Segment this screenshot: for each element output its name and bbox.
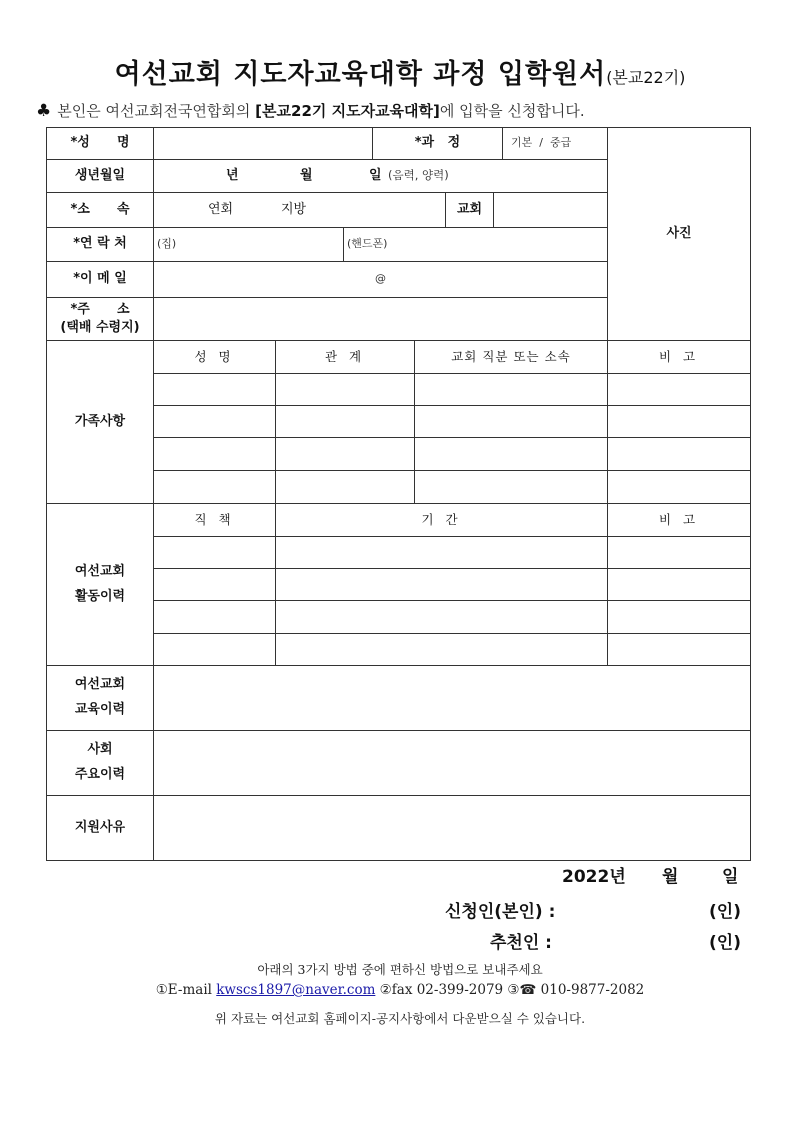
date-day: 일 [722, 867, 739, 887]
district-unit: 지방 [281, 201, 307, 217]
family-row-4-relation[interactable] [275, 470, 415, 504]
family-row-2-note[interactable] [607, 405, 751, 438]
birth-date-field[interactable] [153, 159, 608, 193]
download-notice: 위 자료는 여선교회 홈페이지-공지사항에서 다운받으실 수 있습니다. [214, 1011, 586, 1026]
address-label: *주 소 (택배 수령지) [46, 297, 154, 341]
activity-row-1-note[interactable] [607, 536, 751, 569]
fax-method: ②fax 02-399-2079 ③ [375, 982, 520, 998]
conference-unit: 연회 [208, 201, 234, 217]
email-field[interactable]: @ [153, 261, 608, 298]
family-col-name: 성 명 [153, 340, 276, 374]
course-options-field[interactable]: 기본 / 중급 [502, 127, 608, 160]
family-row-3-relation[interactable] [275, 437, 415, 471]
submission-methods [0, 982, 800, 998]
family-col-note: 비 고 [607, 340, 751, 374]
activity-row-3-note[interactable] [607, 600, 751, 634]
name-field[interactable] [153, 127, 373, 160]
family-row-1-name[interactable] [153, 373, 276, 406]
activity-col-role: 직 책 [153, 503, 276, 537]
contact-label: *연 락 처 [46, 227, 154, 262]
education-field[interactable] [153, 665, 751, 731]
recommender-seal[interactable]: (인) [709, 933, 741, 953]
title-main: 여선교회 지도자교육대학 과정 입학원서 [114, 59, 607, 90]
activity-col-period: 기 간 [275, 503, 608, 537]
activity-row-2-note[interactable] [607, 568, 751, 601]
church-label: 교회 [445, 192, 494, 228]
family-row-1-relation[interactable] [275, 373, 415, 406]
family-section-label: 가족사항 [46, 340, 154, 504]
activity-col-note: 비 고 [607, 503, 751, 537]
reason-field[interactable] [153, 795, 751, 861]
applicant-seal[interactable]: (인) [709, 902, 741, 922]
intro-text-after: 에 입학을 신청합니다. [439, 102, 585, 120]
activity-row-4-period[interactable] [275, 633, 608, 666]
activity-row-3-period[interactable] [275, 600, 608, 634]
photo-box[interactable]: 사진 [607, 127, 751, 341]
activity-row-4-note[interactable] [607, 633, 751, 666]
family-row-2-position[interactable] [414, 405, 608, 438]
social-history-field[interactable] [153, 730, 751, 796]
birth-day-unit: 일 [369, 167, 382, 183]
intro-text-bold: [본교22기 지도자교육대학] [255, 102, 440, 120]
phone-number: 010-9877-2082 [536, 982, 645, 998]
mobile-phone-field[interactable]: (핸드폰) [343, 227, 608, 262]
birth-calendar-type: (음력, 양력) [388, 168, 449, 183]
activity-row-2-role[interactable] [153, 568, 276, 601]
family-row-2-name[interactable] [153, 405, 276, 438]
page-title [0, 52, 800, 91]
date-month: 월 [662, 867, 679, 887]
birth-month-unit: 월 [300, 167, 313, 183]
family-row-3-note[interactable] [607, 437, 751, 471]
email-label: *이 메 일 [46, 261, 154, 298]
email-method-label: ①E-mail [155, 982, 217, 998]
family-row-4-name[interactable] [153, 470, 276, 504]
family-row-1-note[interactable] [607, 373, 751, 406]
affiliation-field[interactable] [153, 192, 446, 228]
name-label: *성 명 [46, 127, 154, 160]
church-field[interactable] [493, 192, 608, 228]
home-phone-field[interactable]: (집) [153, 227, 344, 262]
family-col-position: 교회 직분 또는 소속 [414, 340, 608, 374]
family-row-2-relation[interactable] [275, 405, 415, 438]
activity-row-1-period[interactable] [275, 536, 608, 569]
activity-row-3-role[interactable] [153, 600, 276, 634]
family-row-3-name[interactable] [153, 437, 276, 471]
family-row-1-position[interactable] [414, 373, 608, 406]
email-link[interactable]: kwscs1897@naver.com [216, 982, 376, 998]
phone-icon: ☎ [519, 982, 537, 998]
intro-statement [36, 100, 585, 121]
affiliation-label: *소 속 [46, 192, 154, 228]
title-sub: (본교22기) [606, 68, 686, 87]
submission-instructions: 아래의 3가지 방법 중에 편하신 방법으로 보내주세요 [257, 962, 543, 977]
education-label: 여선교회 교육이력 [46, 665, 154, 731]
club-icon: ♣ [36, 101, 52, 121]
activity-row-1-role[interactable] [153, 536, 276, 569]
social-history-label: 사회 주요이력 [46, 730, 154, 796]
reason-label: 지원사유 [46, 795, 154, 861]
activity-section-label: 여선교회 활동이력 [46, 503, 154, 666]
family-row-4-note[interactable] [607, 470, 751, 504]
intro-text-before: 본인은 여선교회전국연합회의 [57, 102, 256, 120]
date-year: 2022년 [562, 867, 626, 887]
recommender-label: 추천인 : [490, 933, 552, 953]
activity-row-2-period[interactable] [275, 568, 608, 601]
birth-label: 생년월일 [46, 159, 154, 193]
birth-year-unit: 년 [226, 167, 239, 183]
family-row-4-position[interactable] [414, 470, 608, 504]
address-field[interactable] [153, 297, 608, 341]
family-col-relation: 관 계 [275, 340, 415, 374]
activity-row-4-role[interactable] [153, 633, 276, 666]
family-row-3-position[interactable] [414, 437, 608, 471]
applicant-label: 신청인(본인) : [445, 902, 556, 922]
course-label: *과 정 [372, 127, 503, 160]
